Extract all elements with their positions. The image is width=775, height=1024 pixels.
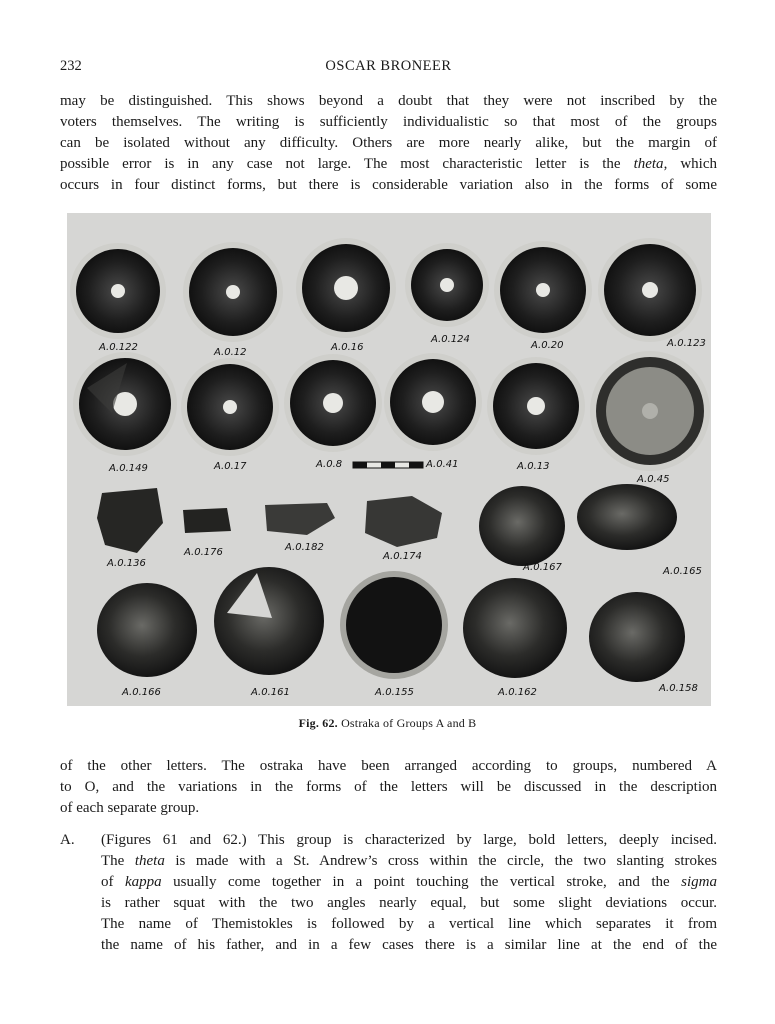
ostrakon-disc [487,357,585,455]
figure-label: A.0.182 [285,542,324,553]
text-line: The theta is made with a St. Andrew’s cross within the circle, the two slanting strokes [101,853,717,869]
figure-label: A.0.8 [316,459,343,470]
figure-label: A.0.12 [214,347,247,358]
figure-label: A.0.167 [523,562,562,573]
ostrakon-disc [181,358,279,456]
paragraph-1 [60,91,717,196]
figure-label: A.0.41 [426,459,459,470]
scale-bar [353,462,423,468]
ostrakon-fragment [97,488,163,553]
ostrakon-disc [70,243,166,339]
figure-label: A.0.174 [383,551,422,562]
text-line: to O, and the variations in the forms of the letters will be discussed in the description [60,779,717,795]
figure-label: A.0.176 [184,547,223,558]
text-line: is rather squat with the two angles nearly equal, but some slight deviations occur. [101,895,717,911]
ostrakon-fragment [365,496,442,547]
figure-label: A.0.16 [331,342,364,353]
ostrakon-disc [183,242,283,342]
figure-label: A.0.161 [251,687,290,698]
ostrakon-bowl [590,351,710,471]
ostrakon-bowl [577,484,677,550]
figure-caption [0,716,775,731]
text-line: the name of his father, and in a few cases there is a similar line at the end of the [101,937,717,953]
figure-label: A.0.20 [531,340,564,351]
ostrakon-fragment [183,508,231,533]
ostrakon-disc [598,238,702,342]
ostrakon-bowl [479,486,565,566]
text-line: can be isolated without any difficulty. Others are more nearly alike, but the margin of [60,135,717,151]
ostrakon-bowl [463,578,567,678]
ostrakon-disc [284,354,382,452]
ostrakon-fragment [265,503,335,535]
ostrakon-bowl [97,583,197,677]
figure-label: A.0.45 [637,474,670,485]
caption-number: Fig. 62. [298,716,338,730]
paragraph-3 [60,830,717,956]
paragraph-2 [60,756,717,819]
figure-label: A.0.155 [375,687,414,698]
ostrakon-disc [73,352,177,456]
figure-label: A.0.122 [99,342,138,353]
ostrakon-disc [494,241,592,339]
italic-theta: theta [633,156,664,172]
figure-label: A.0.165 [663,566,702,577]
ostrakon-bowl [340,571,448,679]
text-line: (Figures 61 and 62.) This group is characterized by large, bold letters, deeply incised. [101,832,717,848]
page-number: 232 [60,58,82,74]
figure-label: A.0.136 [107,558,146,569]
figure-label: A.0.124 [431,334,470,345]
ostrakon-disc [405,243,489,327]
text-line: The name of Themistokles is followed by a vertical line which separates it from [101,916,717,932]
text-line: occurs in four distinct forms, but there is considerable variation also in the forms of some [60,177,717,193]
running-head: OSCAR BRONEER [325,58,452,74]
text-line: of each separate group. [60,800,200,816]
figure-photograph [67,213,711,706]
ostrakon-bowl [589,592,685,682]
ostrakon-bowl [214,567,324,675]
figure-label: A.0.158 [659,683,698,694]
text-line: possible error is in any case not large. The most characteristic letter is the theta, which [60,156,717,172]
figure-label: A.0.123 [667,338,706,349]
figure-label: A.0.149 [109,463,148,474]
page-header [60,58,717,78]
ostrakon-disc [296,238,396,338]
section-label: A. [60,832,75,848]
figure-label: A.0.17 [214,461,247,472]
figure-label: A.0.162 [498,687,537,698]
figure-label: A.0.13 [517,461,550,472]
text-line: may be distinguished. This shows beyond a doubt that they were not inscribed by the [60,93,717,109]
text-line: of the other letters. The ostraka have been arranged according to groups, numbered A [60,758,717,774]
caption-text: Ostraka of Groups A and B [341,716,477,730]
figure-label: A.0.166 [122,687,161,698]
ostrakon-disc [384,353,482,451]
text-line: of kappa usually come together in a point touching the vertical stroke, and the sigma [101,874,718,890]
text-line: voters themselves. The writing is sufficiently individualistic so that most of the groups [60,114,717,130]
